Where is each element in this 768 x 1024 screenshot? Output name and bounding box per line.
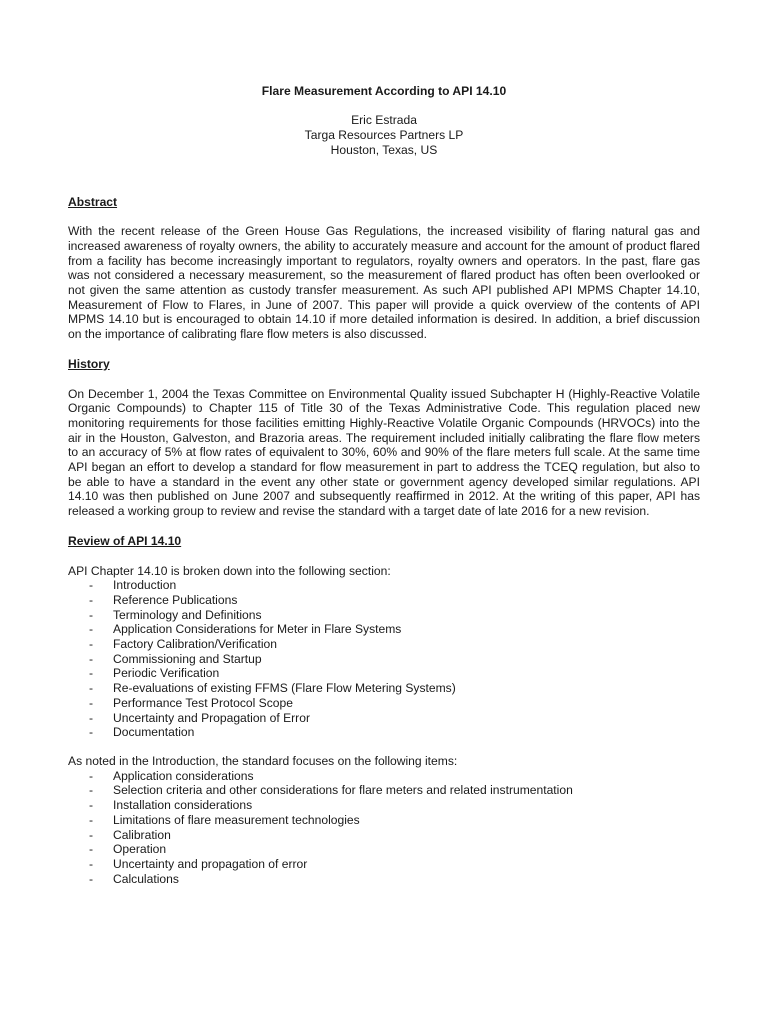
abstract-heading: Abstract <box>68 194 118 209</box>
focus-item <box>68 872 700 887</box>
focus-item <box>68 842 700 857</box>
list-bullet: - <box>89 725 94 740</box>
focus-item-label: Uncertainty and propagation of error <box>113 856 308 871</box>
list-bullet: - <box>89 798 94 813</box>
list-bullet: - <box>89 842 94 857</box>
section-item <box>68 578 700 593</box>
focus-item-label: Selection criteria and other considerations for flare meters and related instrumentation <box>113 783 573 798</box>
sections-list <box>68 578 700 740</box>
history-heading: History <box>68 356 110 371</box>
section-item-label: Documentation <box>113 725 195 740</box>
author-location: Houston, Texas, US <box>330 142 438 157</box>
section-item <box>68 652 700 667</box>
list-bullet: - <box>89 827 94 842</box>
section-item-label: Uncertainty and Propagation of Error <box>113 710 310 725</box>
focus-item-label: Calibration <box>113 827 171 842</box>
section-item <box>68 711 700 726</box>
section-item <box>68 725 700 740</box>
review-heading: Review of API 14.10 <box>68 533 182 548</box>
list-bullet: - <box>89 768 94 783</box>
section-item <box>68 666 700 681</box>
section-item-label: Reference Publications <box>113 592 238 607</box>
section-item <box>68 622 700 637</box>
list-bullet: - <box>89 607 94 622</box>
section-item-label: Re-evaluations of existing FFMS (Flare Flow Metering Systems) <box>113 681 456 696</box>
list-bullet: - <box>89 871 94 886</box>
section-item-label: Factory Calibration/Verification <box>113 637 278 652</box>
list-bullet: - <box>89 622 94 637</box>
section-item-label: Terminology and Definitions <box>113 607 262 622</box>
page-content <box>68 84 700 886</box>
section-item <box>68 696 700 711</box>
section-item <box>68 637 700 652</box>
section-item-label: Application Considerations for Meter in Flare Systems <box>113 622 402 637</box>
focus-item <box>68 857 700 872</box>
list-bullet: - <box>89 592 94 607</box>
author-organization: Targa Resources Partners LP <box>304 128 464 143</box>
focus-item <box>68 769 700 784</box>
list-bullet: - <box>89 783 94 798</box>
list-bullet: - <box>89 578 94 593</box>
author-block <box>68 113 700 157</box>
list-bullet: - <box>89 710 94 725</box>
section-item-label: Performance Test Protocol Scope <box>113 695 293 710</box>
focus-item <box>68 813 700 828</box>
focus-item-label: Application considerations <box>113 768 254 783</box>
history-paragraph: On December 1, 2004 the Texas Committee on Environmental Quality issued Subchapter H (Highly-Reactive Volatile Organic Compounds) to Chapter 115 of Title 30 of the Texas Administrative Code. This regulation placed new monitoring requirements for those facilities emitting Highly-Reactive Volatile Organic Compounds (HRVOCs) into the air in the Houston, Galveston, and Brazoria areas. The requirement included initially calibrating the flare flow meters to an accuracy of 5% at flow rates of equivalent to 30%, 60% and 90% of the flare meters full scale. At the same time API began an effort to develop a standard for flow measurement in part to address the TCEQ regulation, but also to be able to have a standard in the event any other state or government agency developed similar regulations. API 14.10 was then published on June 2007 and subsequently reaffirmed in 2012. At the writing of this paper, API has released a working group to review and revise the standard with a target date of late 2016 for a new revision. <box>68 386 700 519</box>
list-bullet: - <box>89 637 94 652</box>
list-bullet: - <box>89 695 94 710</box>
focus-item-label: Operation <box>113 842 167 857</box>
focus-item <box>68 783 700 798</box>
list-bullet: - <box>89 651 94 666</box>
section-item-label: Commissioning and Startup <box>113 651 262 666</box>
list-bullet: - <box>89 681 94 696</box>
section-item-label: Periodic Verification <box>113 666 220 681</box>
focus-list <box>68 769 700 887</box>
focus-intro: As noted in the Introduction, the standard focuses on the following items: <box>68 754 458 768</box>
list-bullet: - <box>89 666 94 681</box>
focus-item <box>68 798 700 813</box>
review-intro: API Chapter 14.10 is broken down into the following section: <box>68 563 391 578</box>
author-name: Eric Estrada <box>351 113 417 128</box>
focus-item <box>68 828 700 843</box>
section-item <box>68 681 700 696</box>
section-item <box>68 593 700 608</box>
focus-item-label: Limitations of flare measurement technologies <box>113 812 360 827</box>
list-bullet: - <box>89 856 94 871</box>
focus-item-label: Calculations <box>113 871 179 886</box>
section-item-label: Introduction <box>113 578 177 593</box>
paper-title: Flare Measurement According to API 14.10 <box>261 84 507 98</box>
section-item <box>68 608 700 623</box>
list-bullet: - <box>89 812 94 827</box>
abstract-paragraph: With the recent release of the Green House Gas Regulations, the increased visibility of flaring natural gas and increased awareness of royalty owners, the ability to accurately measure and account for the amount of product flared from a facility has become increasingly important to regulators, royalty owners and operators. In the past, flare gas was not considered a necessary measurement, so the measurement of flared product has often been overlooked or not given the same attention as custody transfer measurement. As such API published API MPMS Chapter 14.10, Measurement of Flow to Flares, in June of 2007. This paper will provide a quick overview of the contents of API MPMS 14.10 but is encouraged to obtain 14.10 if more detailed information is desired. In addition, a brief discussion on the importance of calibrating flare flow meters is also discussed. <box>68 224 700 342</box>
focus-item-label: Installation considerations <box>113 798 253 813</box>
